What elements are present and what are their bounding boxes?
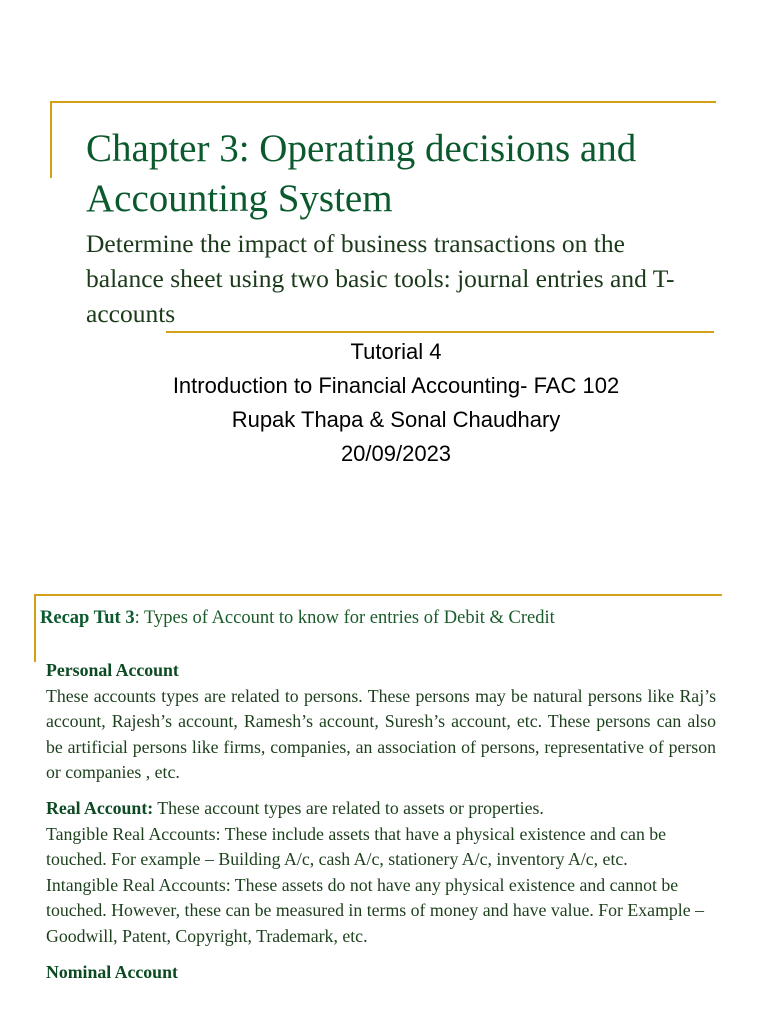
account-types-body [46, 658, 716, 995]
tutorial-date: 20/09/2023 [340, 441, 452, 466]
slide-subtitle: Determine the impact of business transactions on the balance sheet using two basic tools: journal entries and T-accounts [86, 229, 675, 328]
gold-top-rule-2 [34, 594, 722, 596]
nominal-account-heading: Nominal Account [46, 961, 178, 982]
author-names: Rupak Thapa & Sonal Chaudhary [231, 407, 561, 432]
slide-title: Chapter 3: Operating decisions and Accounting System [86, 127, 637, 220]
personal-account-text: These accounts types are related to persons. These persons may be natural persons like Raj’s account, Rajesh’s account, Ramesh’s account, Suresh’s account, etc. These persons can also be artificial persons like firms, companies, an association of persons, representative of person or companies , etc. [46, 685, 716, 783]
recap-slide [0, 560, 768, 1024]
real-account-heading: Real Account: [46, 797, 154, 818]
gold-mid-rule [166, 331, 714, 333]
personal-account-section [46, 658, 716, 786]
recap-heading [40, 608, 740, 629]
nominal-account-section [46, 960, 716, 986]
tangible-account-text: Tangible Real Accounts: These include assets that have a physical existence and can be touched. For example – Building A/c, cash A/c, stationery A/c, inventory A/c, etc. [46, 823, 667, 870]
tutorial-label: Tutorial 4 [350, 339, 442, 364]
gold-left-rule-2 [34, 594, 36, 662]
real-account-text: These account types are related to assets or properties. [153, 797, 544, 818]
gold-left-rule [50, 101, 52, 178]
real-account-section [46, 796, 716, 950]
recap-rest: : Types of Account to know for entries of Debit & Credit [134, 608, 555, 628]
intangible-account-text: Intangible Real Accounts: These assets do not have any physical existence and cannot be touched. However, these can be measured in terms of money and have value. For Example – Goodwill, Patent, Copyright, Trademark, etc. [46, 874, 704, 946]
personal-account-heading: Personal Account [46, 660, 179, 680]
gold-top-rule [50, 101, 716, 103]
tutorial-info [0, 335, 768, 471]
course-name: Introduction to Financial Accounting- FAC 102 [172, 373, 620, 398]
recap-bold: Recap Tut 3 [40, 608, 135, 628]
